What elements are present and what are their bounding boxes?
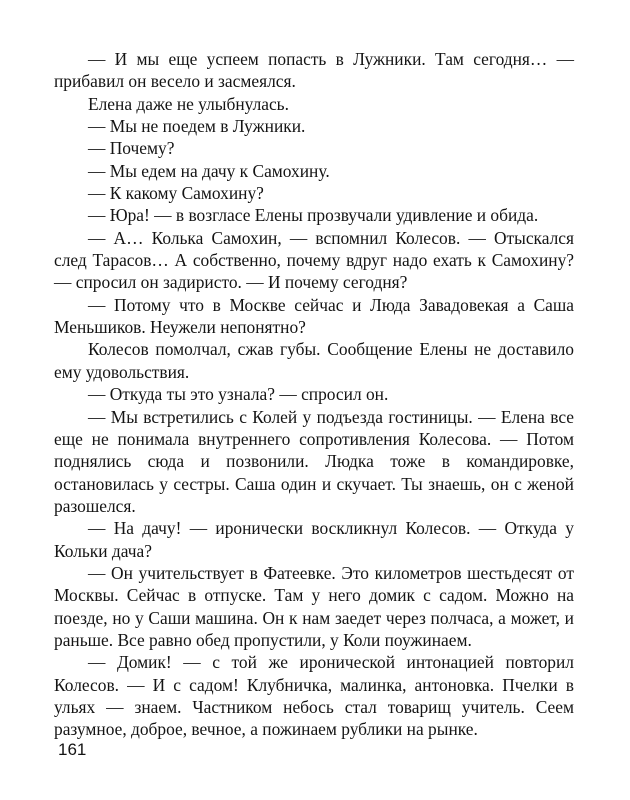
paragraph-1: — И мы еще успеем попасть в Лужники. Там сегодня… — прибавил он весело и засмеялся.	[54, 49, 574, 92]
paragraph-8: — А… Колька Самохин, — вспомнил Колесов. — Отыскался след Тарасов… А собственно, почему вдруг надо ехать к Самохину? — спросил он задиристо. — И почему сегодня?	[54, 227, 574, 293]
paragraph-10: Колесов помолчал, сжав губы. Сообщение Елены не доставило ему удовольствия.	[54, 339, 574, 382]
paragraph-12: — Мы встретились с Колей у подъезда гостиницы. — Елена все еще не понимала внутреннего сопротивления Колесова. — Потом поднялись сюда и позвонили. Людка тоже в командировке, остановилась у сестры. Саша один и скучает. Ты знаешь, он с женой разошелся.	[54, 406, 574, 516]
paragraph-3: — Мы не поедем в Лужники.	[88, 116, 306, 137]
paragraph-11: — Откуда ты это узнала? — спросил он.	[88, 384, 389, 405]
paragraph-5: — Мы едем на дачу к Самохину.	[88, 160, 330, 181]
paragraph-14: — Он учительствует в Фатеевке. Это километров шестьдесят от Москвы. Сейчас в отпуске. Там у него домик с садом. Можно на поезде, но у Саши машина. Он к нам заедет через полчаса, а может, и раньше. Все равно обед пропустили, у Коли поужинаем.	[54, 562, 574, 650]
paragraph-2: Елена даже не улыбнулась.	[88, 93, 289, 114]
paragraph-4: — Почему?	[88, 138, 175, 159]
paragraph-15: — Домик! — с той же иронической интонацией повторил Колесов. — И с садом! Клубничка, малинка, антоновка. Пчелки в ульях — знаем. Частником небось стал товарищ учитель. Сеем разумное, доброе, вечное, а пожинаем рублики на рынке.	[54, 652, 574, 740]
page-body-text	[54, 48, 574, 741]
paragraph-7: — Юра! — в возгласе Елены прозвучали удивление и обида.	[88, 205, 539, 226]
page-number: 161	[58, 740, 87, 759]
paragraph-9: — Потому что в Москве сейчас и Люда Завадовекая а Саша Меньшиков. Неужели непонятно?	[54, 294, 574, 338]
paragraph-6: — К какому Самохину?	[88, 183, 264, 204]
paragraph-13: — На дачу! — иронически воскликнул Колесов. — Откуда у Кольки дача?	[54, 518, 574, 561]
